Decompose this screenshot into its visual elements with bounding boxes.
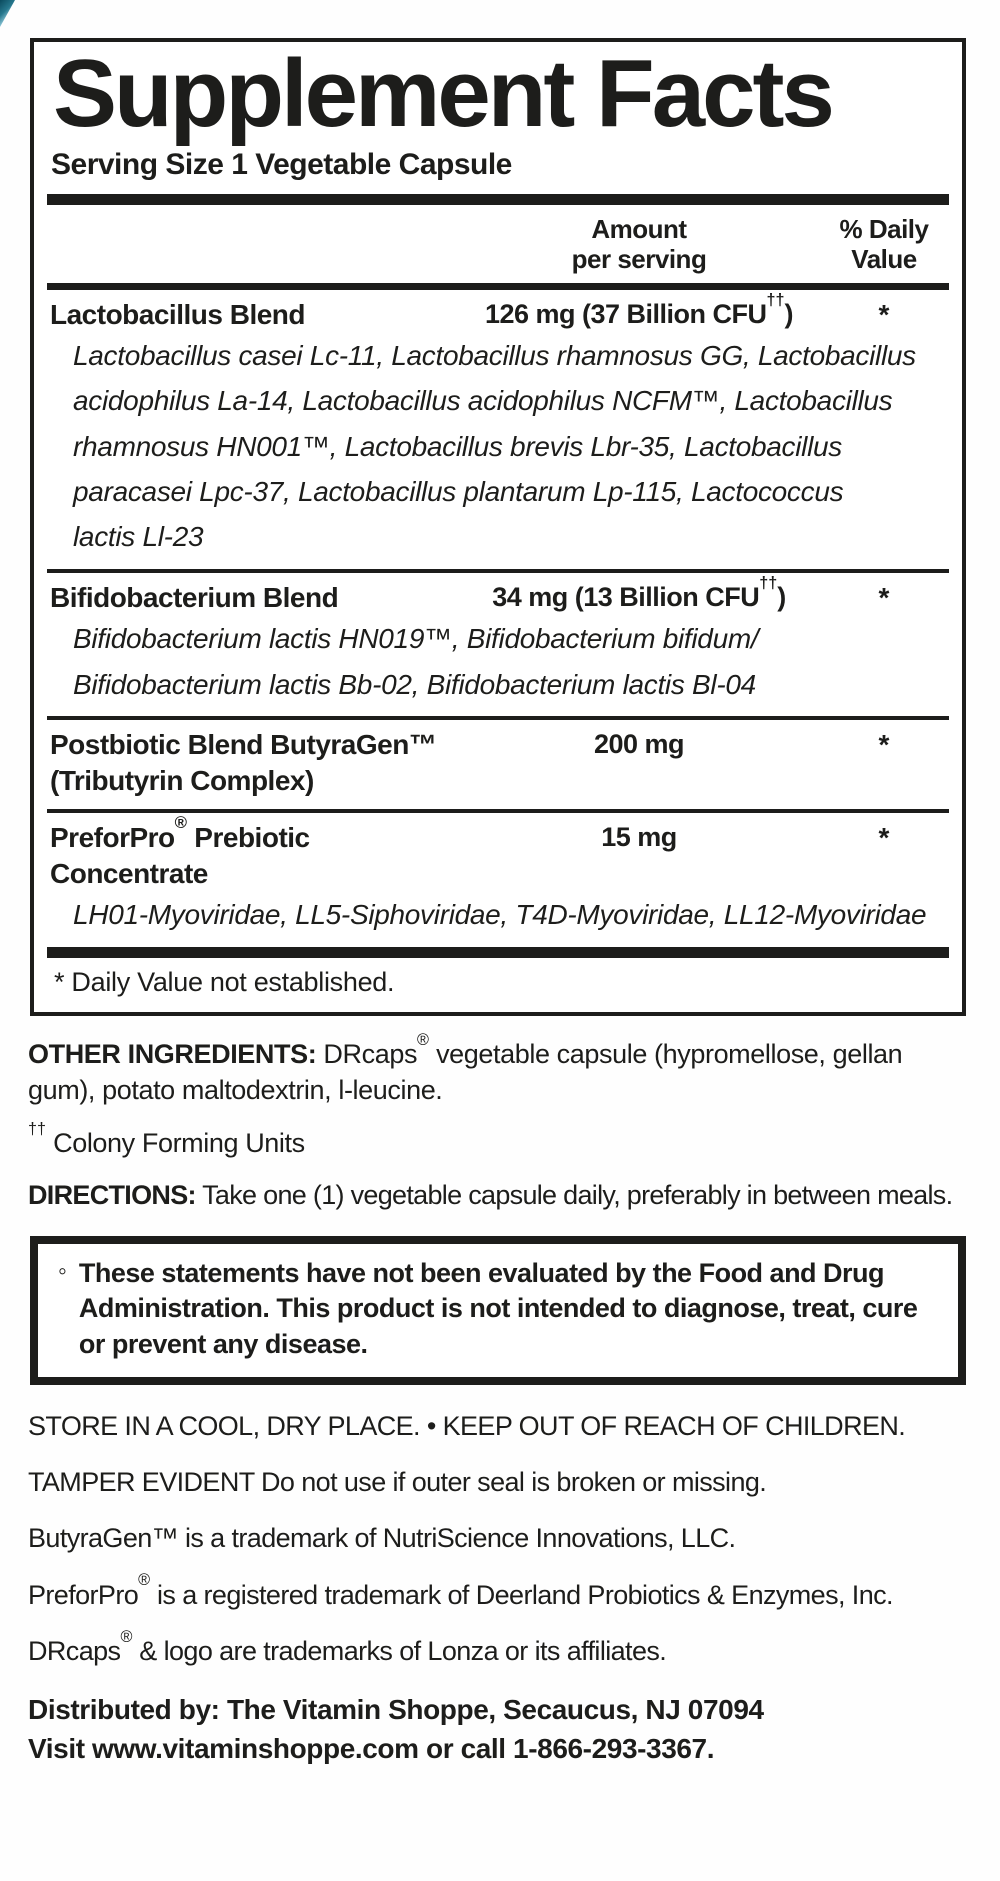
teal-corner-graphic-fragment [0, 0, 15, 27]
ingredient-row-preforpro [47, 813, 949, 947]
divider-thick [47, 947, 949, 958]
distributor-block [28, 1690, 970, 1768]
ingredient-amount: 200 mg [593, 728, 685, 759]
ingredient-name: Lactobacillus Blend [50, 298, 305, 330]
contact-line: Visit www.vitaminshoppe.com or call 1-866-293-3367. [28, 1732, 715, 1764]
cfu-footnote: †† Colony Forming Units [28, 1119, 305, 1158]
ingredient-daily-value: * [878, 821, 890, 853]
ingredient-name-line2: (Tributyrin Complex) [50, 765, 314, 797]
ingredient-daily-value: * [878, 581, 890, 613]
drcaps-trademark-notice: DRcaps® & logo are trademarks of Lonza or its affiliates. [28, 1627, 667, 1666]
strain-list-line: acidophilus La-14, Lactobacillus acidophilus NCFM™, Lactobacillus [73, 385, 893, 417]
notices-block [28, 1409, 970, 1668]
divider-thick [47, 194, 949, 205]
ingredient-row-main [47, 290, 949, 333]
ingredient-row-postbiotic [47, 720, 949, 809]
ingredient-row-main [47, 573, 949, 616]
ingredient-row-main [47, 727, 949, 800]
serving-size: Serving Size 1 Vegetable Capsule [51, 147, 512, 181]
preforpro-trademark-notice: PreforPro® is a registered trademark of Deerland Probiotics & Enzymes, Inc. [28, 1571, 893, 1610]
strain-list-line: Bifidobacterium lactis Bb-02, Bifidobacterium lactis Bl-04 [73, 668, 756, 700]
strain-list-line: Bifidobacterium lactis HN019™, Bifidobacterium bifidum/ [73, 623, 759, 655]
directions-paragraph [28, 1177, 970, 1213]
ingredient-name: PreforPro® Prebiotic Concentrate [50, 812, 310, 890]
ingredient-amount: 15 mg [601, 821, 677, 852]
divider-medium [47, 283, 949, 290]
fda-disclaimer-text: These statements have not been evaluated by the Food and Drug Administration. This product is not intended to diagnose, treat, cure or prevent any disease. [78, 1257, 918, 1360]
ingredient-amount: 34 mg (13 Billion CFU††) [492, 573, 786, 612]
supplement-facts-panel [30, 38, 966, 1016]
amount-column-header [459, 215, 819, 275]
ingredient-name [47, 727, 459, 800]
tamper-evident-notice: TAMPER EVIDENT Do not use if outer seal is broken or missing. [28, 1467, 767, 1498]
fda-disclaimer-inner [50, 1256, 944, 1364]
panel-title: Supplement Facts [53, 40, 832, 147]
amount-header-line1: Amount [591, 213, 687, 244]
ingredient-row-bifidobacterium [47, 573, 949, 716]
storage-notice: STORE IN A COOL, DRY PLACE. • KEEP OUT OF REACH OF CHILDREN. [28, 1411, 906, 1442]
strain-list-line: rhamnosus HN001™, Lactobacillus brevis Lbr-35, Lactobacillus [73, 430, 842, 462]
distributor-line: Distributed by: The Vitamin Shoppe, Secaucus, NJ 07094 [28, 1693, 764, 1725]
ingredient-name: Bifidobacterium Blend [50, 581, 339, 613]
disclaimer-bullet: ◦ [58, 1256, 67, 1285]
strain-list-line: lactis Ll-23 [73, 521, 204, 553]
daily-value-footnote: * Daily Value not established. [54, 966, 395, 997]
directions-label: DIRECTIONS: [28, 1180, 196, 1211]
ingredient-row-lactobacillus [47, 290, 949, 569]
strain-list-line: paracasei Lpc-37, Lactobacillus plantarum Lp-115, Lactococcus [73, 476, 844, 508]
dv-header-line1: % Daily [839, 213, 929, 244]
directions-text: Take one (1) vegetable capsule daily, preferably in between meals. [195, 1180, 953, 1211]
info-block [28, 1030, 970, 1214]
dv-header-line2: Value [851, 243, 917, 274]
ingredient-daily-value: * [878, 298, 890, 330]
other-ingredients-paragraph [28, 1030, 970, 1109]
other-ingredients-label: OTHER INGREDIENTS: [28, 1038, 317, 1069]
fda-disclaimer-box [30, 1236, 966, 1386]
ingredient-amount: 126 mg (37 Billion CFU††) [484, 290, 794, 329]
ingredient-name-line1: Postbiotic Blend ButyraGen™ [50, 728, 437, 760]
ingredient-row-main [47, 812, 949, 893]
amount-header-line2: per serving [571, 243, 707, 274]
column-header-row [47, 205, 949, 283]
ingredient-daily-value: * [878, 728, 890, 760]
butyragen-trademark-notice: ButyraGen™ is a trademark of NutriScience Innovations, LLC. [28, 1523, 736, 1554]
other-ingredients-text: DRcaps® vegetable capsule (hypromellose, gellan gum), potato maltodextrin, l-leucine. [28, 1030, 903, 1106]
strain-list-line: LH01-Myoviridae, LL5-Siphoviridae, T4D-Myoviridae, LL12-Myoviridae [73, 899, 927, 931]
strain-list-line: Lactobacillus casei Lc-11, Lactobacillus rhamnosus GG, Lactobacillus [73, 340, 916, 371]
daily-value-column-header [819, 215, 949, 275]
